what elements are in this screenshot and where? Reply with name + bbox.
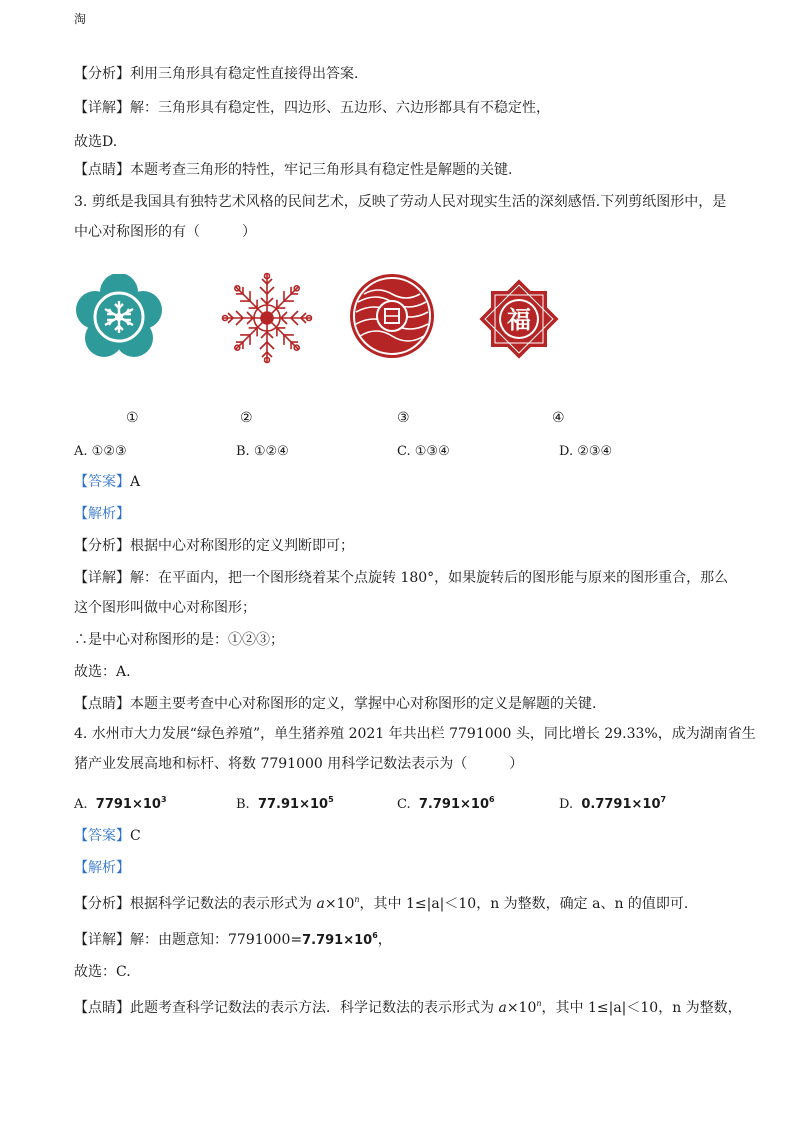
q4-option-a: A. $7791\times 10^3$ — [74, 795, 167, 812]
q4-option-c: C. $7.791\times 10^6$ — [397, 795, 495, 812]
q2-choose: 故选D. — [74, 134, 118, 150]
q4-jiexi: 【解析】 — [74, 860, 130, 876]
q3-choose: 故选：A. — [74, 664, 131, 680]
q3-option-d: D. ②③④ — [559, 444, 613, 459]
q3-stem-line2: 中心对称图形的有（ ） — [74, 224, 256, 240]
q3-answer: 【答案】A — [74, 474, 141, 490]
q4-option-d: D. $0.7791\times 10^7$ — [559, 795, 667, 812]
round-pattern-icon — [348, 272, 436, 360]
q3-analysis: 【分析】根据中心对称图形的定义判断即可； — [74, 538, 354, 554]
fu-character-icon — [476, 276, 562, 362]
q2-comment: 【点睛】本题考查三角形的特性，牢记三角形具有稳定性是解题的关键. — [74, 162, 513, 178]
q4-choose: 故选：C. — [74, 964, 131, 980]
q4-comment: 【点睛】此题考查科学记数法的表示方法．科学记数法的表示形式为 $a\times 10^n$，其中 1≤|a|＜10，n 为整数， — [74, 999, 742, 1016]
figure-number-2: ② — [240, 410, 253, 426]
q3-detail-line3: ∴是中心对称图形的是：①②③； — [74, 632, 284, 648]
q3-option-a: A. ①②③ — [74, 444, 127, 459]
figure-number-1: ① — [126, 410, 139, 426]
q2-analysis: 【分析】利用三角形具有稳定性直接得出答案. — [74, 66, 359, 82]
q3-comment: 【点睛】本题主要考查中心对称图形的定义，掌握中心对称图形的定义是解题的关键. — [74, 696, 597, 712]
q4-detail: 【详解】解：由题意知：$7791000=7.791\times 10^6$， — [74, 931, 392, 948]
figure-number-4: ④ — [552, 410, 565, 426]
page-header-mark: 淘 — [74, 12, 87, 26]
snowflake-icon — [220, 272, 314, 364]
q4-option-b: B. $77.91\times 10^5$ — [236, 795, 334, 812]
q3-option-b: B. ①②④ — [236, 444, 289, 459]
q3-jiexi: 【解析】 — [74, 506, 130, 522]
q3-detail-line1: 【详解】解：在平面内，把一个图形绕着某个点旋转 180°，如果旋转后的图形能与原来的图形重合，那么 — [74, 570, 729, 586]
q4-stem-line2: 猪产业发展高地和标杆、将数 7791000 用科学记数法表示为（ ） — [74, 756, 524, 772]
q3-option-c: C. ①③④ — [397, 444, 450, 459]
q3-stem-line1: 3. 剪纸是我国具有独特艺术风格的民间艺术，反映了劳动人民对现实生活的深刻感悟.下列剪纸图形中，是 — [74, 194, 727, 210]
figure-number-3: ③ — [397, 410, 410, 426]
q3-detail-line2: 这个图形叫做中心对称图形； — [74, 600, 256, 616]
plum-flower-icon — [76, 274, 162, 360]
q2-detail: 【详解】解：三角形具有稳定性，四边形、五边形、六边形都具有不稳定性， — [74, 100, 550, 116]
fu-char: 福 — [507, 305, 531, 334]
q4-stem-line1: 4. 水州市大力发展“绿色养殖”，单生猪养殖 2021 年共出栏 7791000 头，同比增长 29.33%，成为湖南省生 — [74, 726, 756, 742]
q4-answer: 【答案】C — [74, 828, 141, 844]
q4-analysis: 【分析】根据科学记数法的表示形式为 $a\times 10^n$，其中 1≤|a|＜10，n 为整数，确定 a、n 的值即可. — [74, 895, 689, 912]
